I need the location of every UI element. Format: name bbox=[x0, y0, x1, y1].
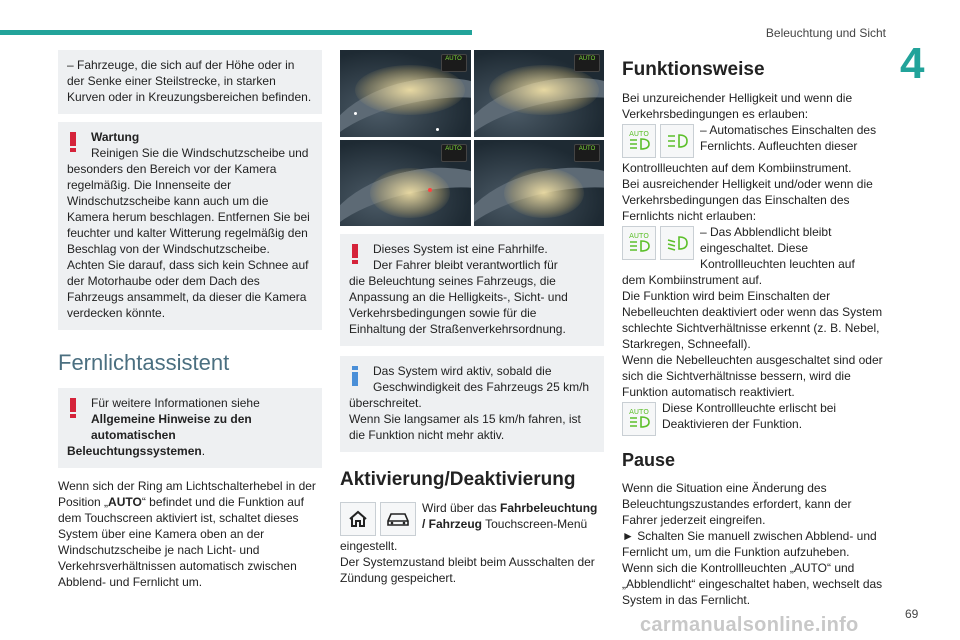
watermark-logo: carmanualsonline.info bbox=[640, 614, 859, 636]
warning-body: besonders den Bereich vor der Kamera regelmäßig. Die Innenseite der Windschutzscheibe kann auch um die Kamera herum beschlagen. Entfernen Sie bei feuchter und kalter Witterung regelmäßig den Beschlag von der Windschutzscheibe. bbox=[67, 162, 310, 256]
reference-prefix: Für weitere Informationen siehe bbox=[91, 396, 260, 410]
speed-info-box bbox=[340, 356, 604, 452]
function-intro: Bei unzureichender Helligkeit und wenn die Verkehrsbedingungen es erlauben: bbox=[622, 91, 853, 121]
column-left bbox=[58, 50, 322, 590]
heading-function: Funktionsweise bbox=[622, 59, 765, 80]
auto-high-beam-icon: AUTO bbox=[574, 54, 600, 72]
warning-line-2: Der Fahrer bleibt verantwortlich für bbox=[373, 258, 558, 272]
svg-text:AUTO: AUTO bbox=[629, 408, 649, 416]
illustration-panel-3 bbox=[340, 140, 471, 227]
auto-low-beam-icon: AUTO bbox=[574, 144, 600, 162]
high-beam-description bbox=[58, 478, 322, 590]
car-icon bbox=[380, 502, 416, 536]
body-post: “ befindet und die Funktion auf dem Touchscreen aktiviert ist, schaltet dieses System über eine Kamera oben an der Windschutzscheibe je nach Licht- und Verkehrsverhältnissen automatisch zwischen Abblend- und Fernlicht um. bbox=[58, 495, 304, 589]
column-right bbox=[622, 58, 887, 608]
activation-pre: Wird über das bbox=[422, 501, 501, 515]
headlight-illustration bbox=[340, 50, 604, 226]
reference-link-1: Allgemeine Hinweise zu den automatischen bbox=[91, 412, 252, 442]
low-beam-item bbox=[622, 224, 887, 288]
warning-exclamation-icon bbox=[70, 398, 76, 418]
deactivation-text: Diese Kontrollleuchte erlischt bei Deaktivieren der Funktion. bbox=[662, 401, 837, 431]
info-icon bbox=[352, 366, 358, 386]
oncoming-light bbox=[436, 128, 439, 131]
maintenance-warning-box bbox=[58, 122, 322, 330]
illustration-panel-1 bbox=[340, 50, 471, 137]
chapter-number: 4 bbox=[900, 39, 925, 88]
warning-first-line: Reinigen Sie die Windschutzscheibe und bbox=[91, 146, 309, 160]
reference-text bbox=[67, 395, 313, 443]
high-beam-item-rest: Kontrollleuchten auf dem Kombiinstrument. bbox=[622, 161, 852, 175]
oncoming-light bbox=[354, 112, 357, 115]
reference-link-2: Beleuchtungssystemen bbox=[67, 444, 202, 458]
auto-low-beam-icon: AUTO bbox=[441, 144, 467, 162]
reference-box bbox=[58, 388, 322, 468]
activation-post: Touchscreen-Menü bbox=[482, 517, 588, 531]
reference-line-2 bbox=[67, 443, 313, 459]
deactivation-item bbox=[622, 400, 887, 438]
low-beam-indicator-icon bbox=[660, 226, 694, 260]
activation-rest-2: Der Systemzustand bleibt beim Ausschalten der Zündung gespeichert. bbox=[340, 555, 595, 585]
reactivation-text: Wenn die Nebelleuchten ausgeschaltet sind oder sich die Sichtverhältnisse bessern, wird die Funktion automatisch reaktiviert. bbox=[622, 353, 883, 399]
warning-line-1: Dieses System ist eine Fahrhilfe. bbox=[373, 242, 548, 256]
auto-indicator-icon bbox=[622, 124, 656, 158]
body-auto: AUTO bbox=[108, 495, 142, 509]
intro-note-box bbox=[58, 50, 322, 114]
warning-exclamation-icon bbox=[70, 132, 76, 152]
body-pre: Wenn sich der Ring am Lichtschalterhebel in der Position „ bbox=[58, 479, 316, 509]
heading-high-beam-assist: Fernlichtassistent bbox=[58, 350, 230, 375]
warning-body: die Beleuchtung seines Fahrzeugs, die Anpassung an die Helligkeits-, Sicht- und Verkehrsbedingungen sowie für die Einhaltung der Straßenverkehrsordnung. bbox=[349, 274, 568, 336]
svg-text:AUTO: AUTO bbox=[629, 232, 649, 240]
heading-pause: Pause bbox=[622, 450, 676, 470]
svg-text:AUTO: AUTO bbox=[629, 130, 649, 138]
light-beam bbox=[489, 65, 599, 115]
low-beam-item-text: – Das Abblendlicht bleibt eingeschaltet. Diese Kontrollleuchten leuchten auf bbox=[700, 225, 855, 271]
activation-paragraph bbox=[340, 500, 604, 586]
info-body: überschreitet. bbox=[349, 396, 422, 410]
activation-icons bbox=[340, 502, 416, 536]
high-beam-indicators bbox=[622, 124, 694, 158]
high-beam-item-text: – Automatisches Einschalten des Fernlichts. Aufleuchten dieser bbox=[700, 123, 877, 153]
column-middle bbox=[340, 50, 604, 586]
activation-menu: Fahrbeleuchtung / Fahrzeug bbox=[422, 501, 598, 531]
page-number: 69 bbox=[905, 607, 919, 621]
pause-step: ► Schalten Sie manuell zwischen Abblend- und Fernlicht um, um die Funktion aufzuheben. bbox=[622, 529, 877, 559]
low-beam-intro: Bei ausreichender Helligkeit und/oder wenn die Verkehrsbedingungen das Einschalten des Fernlichts nicht erlauben: bbox=[622, 177, 873, 223]
high-beam-item bbox=[622, 122, 887, 176]
pause-intro: Wenn die Situation eine Änderung des Beleuchtungszustandes erfordert, kann der Fahrer jederzeit eingreifen. bbox=[622, 481, 852, 527]
light-beam bbox=[355, 65, 465, 115]
light-beam bbox=[504, 168, 584, 218]
illustration-panel-2 bbox=[474, 50, 605, 137]
illustration-panel-4 bbox=[474, 140, 605, 227]
info-body-2: Wenn Sie langsamer als 15 km/h fahren, ist die Funktion nicht mehr aktiv. bbox=[349, 412, 581, 442]
driver-aid-warning-box bbox=[340, 234, 604, 346]
auto-indicator-icon bbox=[622, 402, 656, 436]
tail-light bbox=[428, 188, 432, 192]
home-icon bbox=[340, 502, 376, 536]
activation-rest: eingestellt. bbox=[340, 539, 398, 553]
info-first: Das System wird aktiv, sobald die Geschwindigkeit des Fahrzeugs 25 km/h bbox=[373, 364, 590, 394]
warning-exclamation-icon bbox=[352, 244, 358, 264]
intro-note-text: – Fahrzeuge, die sich auf der Höhe oder in der Senke einer Steilstrecke, in starken Kurven oder in Kreuzungsbereichen befinden. bbox=[67, 58, 312, 104]
heading-activation: Aktivierung/Deaktivierung bbox=[340, 469, 576, 490]
warning-title: Wartung bbox=[91, 130, 140, 144]
warning-body-2: Achten Sie darauf, dass sich kein Schnee auf der Motorhaube oder dem Dach des Fahrzeugs ansammelt, da dieser die Kamera verdecken könnte. bbox=[67, 258, 309, 320]
pause-result: Wenn sich die Kontrollleuchten „AUTO“ und „Abblendlicht“ eingeschaltet haben, wechselt das System in das Fernlicht. bbox=[622, 561, 883, 607]
fog-light-text: Die Funktion wird beim Einschalten der Nebelleuchten deaktiviert oder wenn das System schlechte Sichtverhältnisse erkennt (z. B. Nebel, Starkregen, Schneefall). bbox=[622, 289, 883, 351]
reference-suffix: . bbox=[201, 444, 206, 458]
auto-indicator-icon bbox=[622, 226, 656, 260]
low-beam-indicators bbox=[622, 226, 694, 260]
deactivation-indicator bbox=[622, 402, 656, 436]
high-beam-indicator-icon bbox=[660, 124, 694, 158]
light-beam bbox=[370, 168, 450, 218]
header-accent-bar bbox=[0, 30, 472, 35]
low-beam-item-rest: dem Kombiinstrument auf. bbox=[622, 273, 763, 287]
section-title: Beleuchtung und Sicht bbox=[765, 26, 886, 40]
auto-high-beam-icon: AUTO bbox=[441, 54, 467, 72]
